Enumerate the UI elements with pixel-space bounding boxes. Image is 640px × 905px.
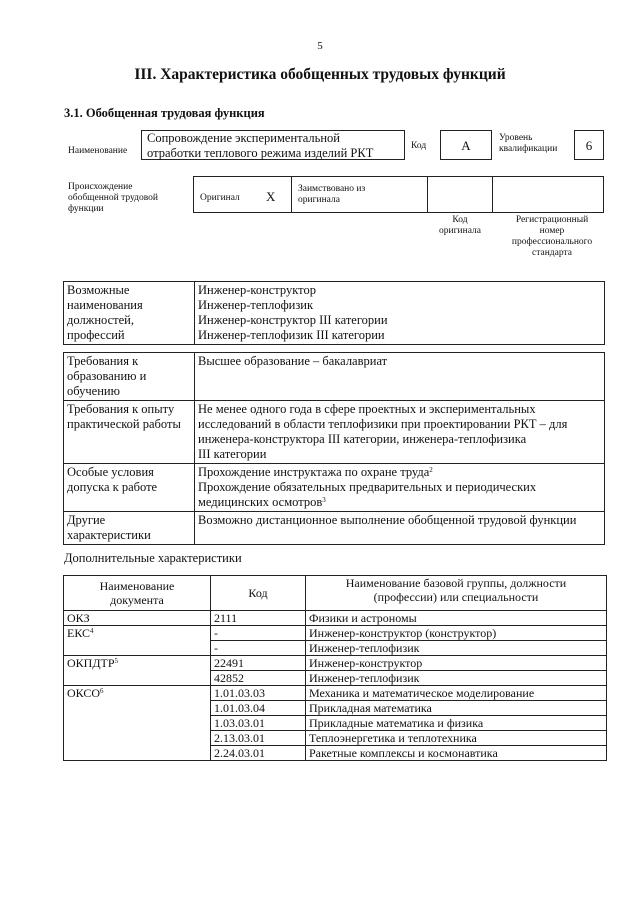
req-conditions-label: Особые условия допуска к работе (64, 464, 195, 512)
name-cell: Физики и астрономы (306, 611, 607, 626)
footnote-ref: 2 (429, 466, 433, 474)
footnote-ref: 3 (322, 496, 326, 504)
code-cell: 2.24.03.01 (211, 746, 306, 761)
level-label: Уровень квалификации (499, 133, 558, 154)
doc-cell: ЕКС$^4$ (64, 626, 211, 656)
code-label: Код (411, 141, 427, 151)
req-experience-value: Не менее одного года в сфере проектных и экспериментальных исследований в области теплофизики при проектировании РКТ – для инженера-конструктора III категории, инженера-теплофизика III категории (195, 401, 605, 464)
name-cell: Прикладная математика (306, 701, 607, 716)
doc-cell: ОКСО$^6$ (64, 686, 211, 761)
name-cell: Теплоэнергетика и теплотехника (306, 731, 607, 746)
original-mark: X (266, 189, 276, 204)
name-cell: Прикладные математика и физика (306, 716, 607, 731)
code-original-label: Код оригинала (439, 215, 481, 236)
name-cell: Ракетные комплексы и космонавтика (306, 746, 607, 761)
position-item: Инженер-теплофизик (198, 298, 314, 312)
origin-divider-3 (492, 176, 493, 213)
subsection-title: 3.1. Обобщенная трудовая функция (64, 106, 265, 120)
code-cell: 1.03.03.01 (211, 716, 306, 731)
col-header-document: Наименование документа (64, 576, 211, 611)
name-cell: Инженер-теплофизик (306, 641, 607, 656)
req-other-value: Возможно дистанционное выполнение обобщенной трудовой функции (195, 512, 605, 545)
position-item: Инженер-конструктор (198, 283, 316, 297)
additional-title: Дополнительные характеристики (64, 551, 242, 565)
additional-table (63, 575, 607, 761)
name-cell: Инженер-конструктор (конструктор) (306, 626, 607, 641)
positions-table (63, 281, 605, 345)
borrowed-label: Заимствовано из оригинала (298, 184, 366, 205)
code-cell: - (211, 641, 306, 656)
function-code-box: A (440, 130, 492, 160)
page-number: 5 (317, 40, 323, 52)
req-education-label: Требования к образованию и обучению (64, 353, 195, 401)
reg-number-label: Регистрационный номер профессионального стандарта (511, 215, 593, 258)
origin-divider-1 (291, 176, 292, 213)
section-title: III. Характеристика обобщенных трудовых функций (134, 66, 506, 83)
req-other-label: Другие характеристики (64, 512, 195, 545)
origin-box (193, 176, 604, 213)
doc-cell: ОКЗ (64, 611, 211, 626)
name-cell: Инженер-конструктор (306, 656, 607, 671)
original-label: Оригинал (200, 193, 240, 203)
origin-label: Происхождение обобщенной трудовой функции (68, 182, 158, 214)
code-cell: 42852 (211, 671, 306, 686)
name-cell: Механика и математическое моделирование (306, 686, 607, 701)
doc-cell: ОКПДТР$^5$ (64, 656, 211, 686)
req-condition-1: Прохождение инструктажа по охране труда (198, 465, 430, 479)
code-cell: 1.01.03.03 (211, 686, 306, 701)
positions-label: Возможные наименования должностей, профессий (64, 282, 195, 345)
origin-divider-2 (427, 176, 428, 213)
req-education-value: Высшее образование – бакалавриат (195, 353, 605, 401)
positions-list (195, 282, 605, 345)
level-box: 6 (574, 130, 604, 160)
position-item: Инженер-конструктор III категории (198, 313, 388, 327)
req-conditions-value (195, 464, 605, 512)
code-cell: 2.13.03.01 (211, 731, 306, 746)
function-name-box: Сопровождение экспериментальной отработки теплового режима изделий РКТ (141, 130, 405, 160)
code-cell: 2111 (211, 611, 306, 626)
code-cell: 22491 (211, 656, 306, 671)
col-header-code: Код (211, 576, 306, 611)
name-cell: Инженер-теплофизик (306, 671, 607, 686)
position-item: Инженер-теплофизик III категории (198, 328, 385, 342)
code-cell: 1.01.03.04 (211, 701, 306, 716)
col-header-name: Наименование базовой группы, должности (профессии) или специальности (306, 576, 607, 611)
name-label: Наименование (68, 146, 128, 156)
requirements-table (63, 352, 605, 545)
req-condition-2: Прохождение обязательных предварительных и периодических медицинских осмотров (198, 480, 537, 509)
req-experience-label: Требования к опыту практической работы (64, 401, 195, 464)
code-cell: - (211, 626, 306, 641)
